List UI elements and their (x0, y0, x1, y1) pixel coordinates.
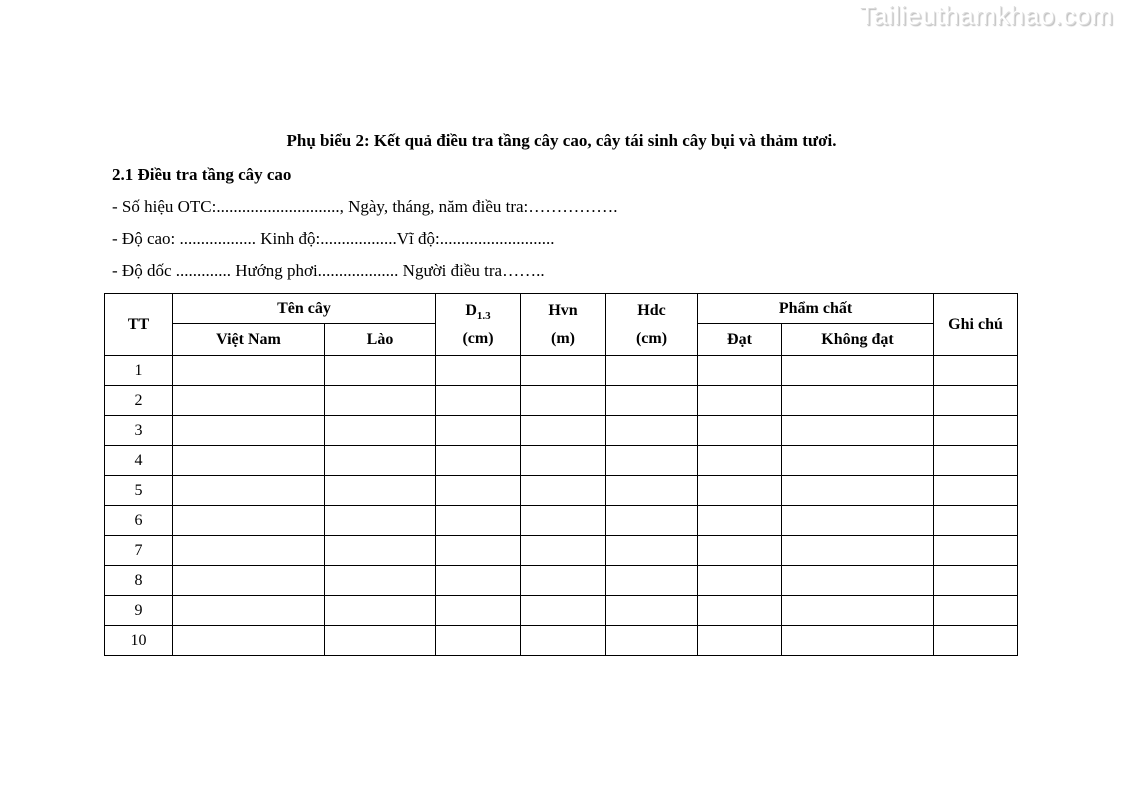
info-line-altitude-coords: - Độ cao: .................. Kinh độ:..................Vĩ độ:........................... (112, 229, 555, 248)
cell-hvn (521, 386, 606, 416)
cell-ghi-chu (934, 356, 1018, 386)
cell-khong-dat (782, 386, 934, 416)
cell-d13 (436, 626, 521, 656)
cell-d13 (436, 536, 521, 566)
cell-lao (325, 596, 436, 626)
cell-dat (698, 596, 782, 626)
cell-tt: 6 (105, 506, 173, 536)
cell-khong-dat (782, 446, 934, 476)
cell-tt: 8 (105, 566, 173, 596)
header-ghi-chu: Ghi chú (934, 294, 1018, 356)
table-row (105, 416, 1018, 446)
table-row (105, 566, 1018, 596)
header-hdc-label: Hdc (637, 301, 666, 319)
site-watermark: Tailieuthamkhao.com (859, 0, 1113, 30)
cell-d13 (436, 386, 521, 416)
table-row (105, 596, 1018, 626)
cell-khong-dat (782, 476, 934, 506)
cell-hvn (521, 416, 606, 446)
cell-tt: 7 (105, 536, 173, 566)
cell-viet-nam (173, 356, 325, 386)
header-pham-chat: Phẩm chất (698, 294, 934, 324)
header-d13-symbol: D (465, 301, 477, 319)
cell-d13 (436, 476, 521, 506)
cell-viet-nam (173, 416, 325, 446)
cell-viet-nam (173, 536, 325, 566)
table-row (105, 356, 1018, 386)
cell-viet-nam (173, 506, 325, 536)
cell-viet-nam (173, 476, 325, 506)
cell-tt: 2 (105, 386, 173, 416)
cell-viet-nam (173, 446, 325, 476)
cell-ghi-chu (934, 446, 1018, 476)
cell-lao (325, 446, 436, 476)
cell-khong-dat (782, 596, 934, 626)
cell-ghi-chu (934, 626, 1018, 656)
header-ten-cay: Tên cây (173, 294, 436, 324)
table-row (105, 506, 1018, 536)
cell-hdc (606, 566, 698, 596)
cell-ghi-chu (934, 416, 1018, 446)
cell-viet-nam (173, 566, 325, 596)
cell-tt: 5 (105, 476, 173, 506)
cell-hdc (606, 536, 698, 566)
cell-khong-dat (782, 416, 934, 446)
cell-lao (325, 476, 436, 506)
cell-hdc (606, 446, 698, 476)
cell-viet-nam (173, 386, 325, 416)
table-row (105, 476, 1018, 506)
header-tt: TT (105, 294, 173, 356)
cell-khong-dat (782, 536, 934, 566)
cell-lao (325, 386, 436, 416)
cell-d13 (436, 566, 521, 596)
cell-tt: 1 (105, 356, 173, 386)
cell-tt: 9 (105, 596, 173, 626)
page-title: Phụ biểu 2: Kết quả điều tra tầng cây cao, cây tái sinh cây bụi và thảm tươi. (286, 131, 837, 150)
cell-hvn (521, 476, 606, 506)
cell-viet-nam (173, 626, 325, 656)
cell-ghi-chu (934, 506, 1018, 536)
header-lao: Lào (325, 324, 436, 356)
cell-d13 (436, 416, 521, 446)
cell-dat (698, 386, 782, 416)
cell-lao (325, 626, 436, 656)
cell-khong-dat (782, 506, 934, 536)
header-hvn-label: Hvn (548, 301, 578, 319)
cell-ghi-chu (934, 566, 1018, 596)
cell-hdc (606, 596, 698, 626)
cell-dat (698, 566, 782, 596)
cell-ghi-chu (934, 536, 1018, 566)
cell-d13 (436, 356, 521, 386)
cell-hvn (521, 446, 606, 476)
cell-hvn (521, 626, 606, 656)
cell-dat (698, 506, 782, 536)
cell-khong-dat (782, 626, 934, 656)
header-hvn (521, 294, 606, 356)
info-line-slope-surveyor: - Độ dốc ............. Hướng phơi................... Người điều tra…….. (112, 261, 545, 280)
cell-dat (698, 356, 782, 386)
cell-hdc (606, 506, 698, 536)
cell-lao (325, 416, 436, 446)
cell-hvn (521, 356, 606, 386)
header-viet-nam: Việt Nam (173, 324, 325, 356)
table-row (105, 626, 1018, 656)
cell-lao (325, 566, 436, 596)
header-d13 (436, 294, 521, 356)
header-khong-dat: Không đạt (782, 324, 934, 356)
cell-lao (325, 356, 436, 386)
cell-dat (698, 476, 782, 506)
cell-dat (698, 446, 782, 476)
cell-ghi-chu (934, 596, 1018, 626)
cell-dat (698, 416, 782, 446)
cell-hvn (521, 596, 606, 626)
cell-dat (698, 626, 782, 656)
cell-tt: 10 (105, 626, 173, 656)
table-row (105, 536, 1018, 566)
cell-dat (698, 536, 782, 566)
section-heading: 2.1 Điều tra tầng cây cao (112, 165, 292, 184)
cell-viet-nam (173, 596, 325, 626)
header-dat: Đạt (698, 324, 782, 356)
cell-d13 (436, 506, 521, 536)
table-row (105, 386, 1018, 416)
cell-ghi-chu (934, 386, 1018, 416)
cell-hdc (606, 626, 698, 656)
cell-hdc (606, 476, 698, 506)
header-hdc-unit: (cm) (635, 329, 668, 347)
header-hvn-unit: (m) (551, 329, 575, 347)
cell-hdc (606, 416, 698, 446)
cell-hdc (606, 356, 698, 386)
info-line-otc-date: - Số hiệu OTC:............................., Ngày, tháng, năm điều tra:……………. (112, 197, 618, 216)
cell-lao (325, 536, 436, 566)
cell-d13 (436, 446, 521, 476)
table-row (105, 446, 1018, 476)
cell-hvn (521, 566, 606, 596)
header-hdc (606, 294, 698, 356)
cell-hvn (521, 506, 606, 536)
cell-lao (325, 506, 436, 536)
header-d13-unit: (cm) (462, 329, 494, 347)
cell-khong-dat (782, 566, 934, 596)
cell-tt: 4 (105, 446, 173, 476)
header-d13-subscript: 1.3 (476, 309, 491, 322)
cell-khong-dat (782, 356, 934, 386)
survey-table (104, 293, 1018, 656)
cell-hvn (521, 536, 606, 566)
cell-ghi-chu (934, 476, 1018, 506)
cell-tt: 3 (105, 416, 173, 446)
cell-d13 (436, 596, 521, 626)
cell-hdc (606, 386, 698, 416)
